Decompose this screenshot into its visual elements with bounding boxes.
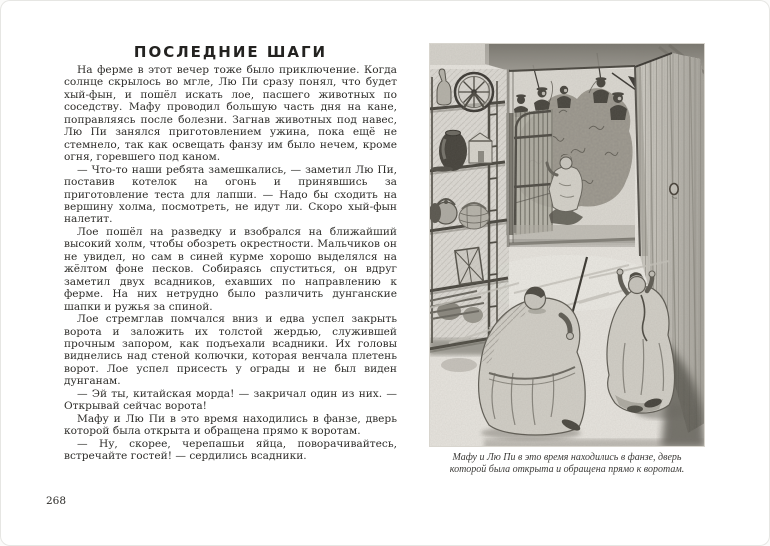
body-text [64,64,397,463]
illustration-caption: Мафу и Лю Пи в это время находились в фанзе, дверь которой была открыта и обращена прямо к воротам. [449,452,685,476]
paragraph: Мафу и Лю Пи в это время находились в фанзе, дверь которой была открыта и обращена прямо к воротам. [64,412,397,438]
paragraph: Лое пошёл на разведку и взобрался на ближайший высокий холм, чтобы обозреть окрестности. Мальчиков он не увидел, но сам в синей курме хорошо выделялся на жёлтом фоне песков. Собираясь спуститься, он вдруг заметил двух всадников, ехавших по направлению к ферме. На них нетрудно было различить дунганские шапки и ружья за спиной. [64,225,397,313]
book-illustration [429,43,705,447]
paragraph: Лое стремглав помчался вниз и едва успел закрыть ворота и заложить их толстой жердью, служившей прочным запором, как подъехали всадники. Их головы виднелись над стеной колючки, которая венчала плетень ворот. Лое успел присесть у ограды и не был виден дунганам. [64,313,397,388]
paragraph: — Эй ты, китайская морда! — закричал один из них. — Открывай сейчас ворота! [64,387,397,413]
paragraph: На ферме в этот вечер тоже было приключение. Когда солнце скрылось во мгле, Лю Пи сразу понял, что будет хый-фын, и пошёл искать лое, пасшего животных по соседству. Мафу проводил большую часть дня на кане, поправляясь после болезни. Загнав животных под навес, Лю Пи занялся приготовлением ужина, пока ещё не стемнело, так как освещать фанзу им было нечем, кроме огня, горевшего под каном. [64,64,397,164]
paragraph: — Что-то наши ребята замешкались, — заметил Лю Пи, поставив котелок на огонь и принявшись за приготовление теста для лапши. — Надо бы сходить на вершину холма, посмотреть, не идут ли. Скоро хый-фын налетит. [64,163,397,226]
right-page [429,43,705,447]
paragraph: — Ну, скорее, черепашьи яйца, поворачивайтесь, встречайте гостей! — сердились всадники. [64,437,397,463]
page-number: 268 [46,495,67,507]
chapter-title: ПОСЛЕДНИЕ ШАГИ [133,43,328,61]
